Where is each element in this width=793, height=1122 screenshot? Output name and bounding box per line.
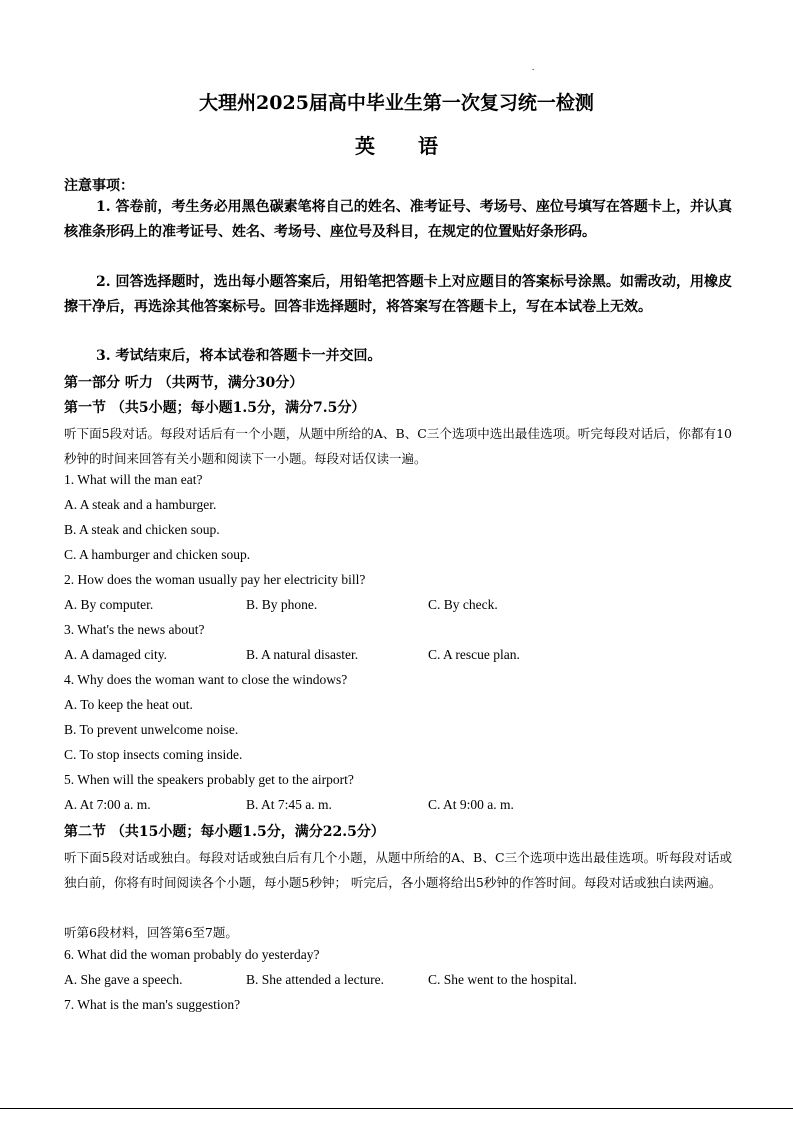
notice-item-3: 3. 考试结束后，将本试卷和答题卡一并交回。 [96, 348, 382, 364]
question-6: 6. What did the woman probably do yesterday? [64, 947, 320, 962]
q3-option-b: B. A natural disaster. [246, 647, 359, 662]
material-6-note: 听第6段材料，回答第6至7题。 [64, 925, 238, 940]
q5-option-a: A. At 7:00 a. m. [64, 797, 151, 812]
q6-option-a: A. She gave a speech. [64, 972, 183, 987]
question-3: 3. What's the news about? [64, 622, 205, 637]
q1-option-b: B. A steak and chicken soup. [64, 522, 220, 537]
q3-option-c: C. A rescue plan. [428, 647, 520, 662]
q3-option-a: A. A damaged city. [64, 647, 167, 662]
q6-option-b: B. She attended a lecture. [246, 972, 384, 987]
q1-option-c: C. A hamburger and chicken soup. [64, 547, 251, 562]
exam-title: 大理州2025届高中毕业生第一次复习统一检测 [199, 92, 594, 114]
q4-option-b: B. To prevent unwelcome noise. [64, 722, 239, 737]
question-4: 4. Why does the woman want to close the windows? [64, 672, 348, 687]
notice-label: 注意事项： [64, 178, 134, 194]
q4-option-c: C. To stop insects coming inside. [64, 747, 243, 762]
q5-option-b: B. At 7:45 a. m. [246, 797, 332, 812]
corner-dot: . [532, 62, 535, 72]
subject-title: 英 语 [355, 134, 456, 158]
section1-heading: 第一节 （共5小题；每小题1.5分，满分7.5分） [64, 400, 366, 416]
q2-option-c: C. By check. [428, 597, 498, 612]
q4-option-a: A. To keep the heat out. [64, 697, 193, 712]
question-2: 2. How does the woman usually pay her electricity bill? [64, 572, 366, 587]
question-7: 7. What is the man's suggestion? [64, 997, 241, 1012]
section2-instructions: 听下面5段对话或独白。每段对话或独白后有几个小题，从题中所给的A、B、C三个选项中选出最佳选项。听每段对话或独白前，你将有时间阅读各个小题，每小题5秒钟； 听完后，各小题将给出5秒钟的作答时间。每段对话或独白读两遍。 [64, 850, 732, 890]
section2-heading: 第二节 （共15小题；每小题1.5分，满分22.5分） [64, 824, 385, 840]
notice-item-2: 2. 回答选择题时，选出每小题答案后，用铅笔把答题卡上对应题目的答案标号涂黑。如需改动，用橡皮擦干净后，再选涂其他答案标号。回答非选择题时，将答案写在答题卡上，写在本试卷上无效。 [64, 274, 732, 315]
q5-option-c: C. At 9:00 a. m. [428, 797, 514, 812]
question-1: 1. What will the man eat? [64, 472, 203, 487]
section1-instructions: 听下面5段对话。每段对话后有一个小题，从题中所给的A、B、C三个选项中选出最佳选项。听完每段对话后，你都有10秒钟的时间来回答有关小题和阅读下一小题。每段对话仅读一遍。 [64, 426, 732, 466]
q2-option-a: A. By computer. [64, 597, 154, 612]
q6-option-c: C. She went to the hospital. [428, 972, 577, 987]
part1-heading: 第一部分 听力 （共两节，满分30分） [64, 375, 304, 391]
notice-item-1: 1. 答卷前，考生务必用黑色碳素笔将自己的姓名、准考证号、考场号、座位号填写在答题卡上，并认真核准条形码上的准考证号、姓名、考场号、座位号及科目，在规定的位置贴好条形码。 [64, 199, 732, 240]
q2-option-b: B. By phone. [246, 597, 318, 612]
q1-option-a: A. A steak and a hamburger. [64, 497, 217, 512]
page-bottom-rule [0, 1108, 793, 1109]
question-5: 5. When will the speakers probably get to the airport? [64, 772, 354, 787]
